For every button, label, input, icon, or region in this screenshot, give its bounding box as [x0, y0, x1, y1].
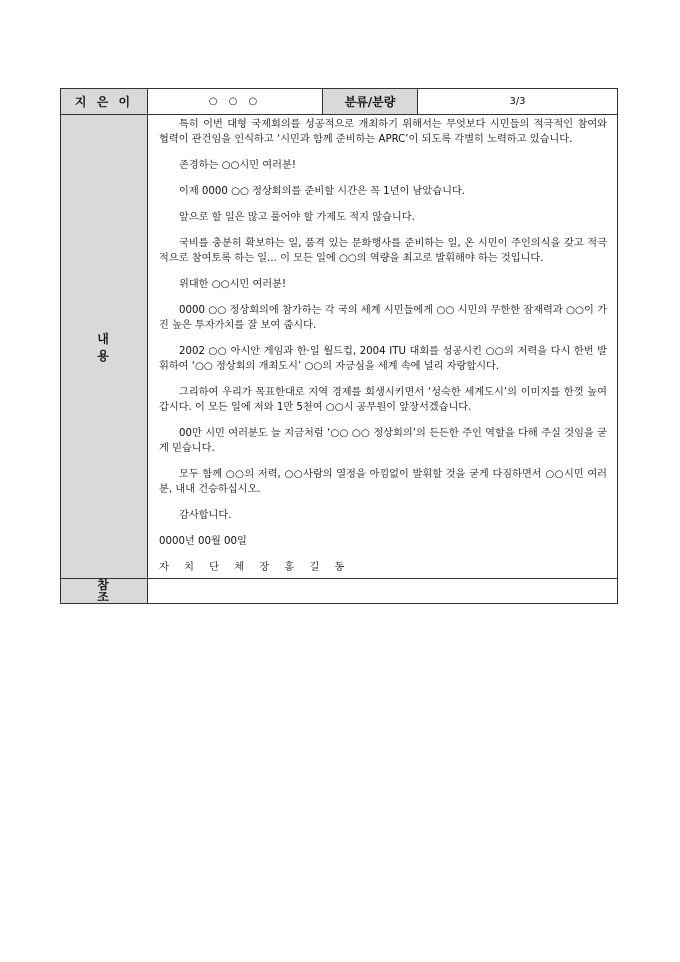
paragraph: 존경하는 ○○시민 여러분!	[179, 160, 296, 171]
paragraph: 00만 시민 여러분도 늘 지금처럼 ‘○○ ○○ 정상회의’의 든든한 주인 역할을 다해 주실 것임을 굳게 믿습니다.	[159, 428, 607, 454]
content-label: 내 용	[61, 115, 148, 579]
category-value: 3/3	[418, 89, 618, 115]
document-table	[60, 88, 618, 604]
author-label: 지 은 이	[61, 89, 148, 115]
reference-row	[61, 579, 618, 604]
date-line: 0000년 00월 00일	[159, 536, 247, 547]
paragraph: 앞으로 할 일은 많고 풀어야 할 가제도 적지 않습니다.	[179, 212, 415, 223]
content-body	[148, 115, 618, 579]
paragraph: 이제 0000 ○○ 정상회의를 준비할 시간은 꼭 1년이 남았습니다.	[179, 186, 465, 197]
paragraph: 모두 함께 ○○의 저력, ○○사람의 열정을 아낌없이 발휘할 것을 굳게 다짐하면서 ○○시민 여러분, 내내 건승하십시오.	[159, 469, 607, 495]
content-row	[61, 115, 618, 579]
signature-line: 자 치 단 체 장 홍 길 동	[159, 562, 348, 573]
reference-label: 참 조	[61, 579, 148, 604]
paragraph: 2002 ○○ 아시안 게임과 한·일 월드컵, 2004 ITU 대회를 성공시킨 ○○의 저력을 다시 한번 발휘하여 ‘○○ 정상회의 개최도시’ ○○의 자긍심을 세계 속에 널리 자랑합시다.	[159, 346, 607, 372]
paragraph: 위대한 ○○시민 여러분!	[179, 279, 287, 290]
header-row	[61, 89, 618, 115]
paragraph: 감사합니다.	[179, 510, 232, 521]
reference-value	[148, 579, 618, 604]
paragraph: 0000 ○○ 정상회의에 참가하는 각 국의 세계 시민들에게 ○○ 시민의 무한한 잠재력과 ○○이 가진 높은 투자가치를 잘 보여 줍시다.	[159, 305, 607, 331]
paragraph: 특히 이번 대형 국제회의를 성공적으로 개최하기 위해서는 무엇보다 시민들의 적극적인 참여와 협력이 관건임을 인식하고 ‘시민과 함께 준비하는 APRC’이 되도록 각별히 노력하고 있습니다.	[159, 119, 607, 145]
author-value: ○ ○ ○	[148, 89, 323, 115]
paragraph: 국비를 충분히 확보하는 일, 품격 있는 문화행사를 준비하는 일, 온 시민이 주인의식을 갖고 적극적으로 참여토록 하는 일... 이 모든 일에 ○○의 역량을 최고로 발휘해야 하는 것입니다.	[159, 238, 607, 264]
paragraph: 그리하여 우리가 목표한대로 지역 경제를 희생시키면서 ‘성숙한 세계도시’의 이미지를 한껏 높여갑시다. 이 모든 일에 저와 1만 5천여 ○○시 공무원이 앞장서겠습니다.	[159, 387, 607, 413]
category-label: 분류/분량	[323, 89, 418, 115]
